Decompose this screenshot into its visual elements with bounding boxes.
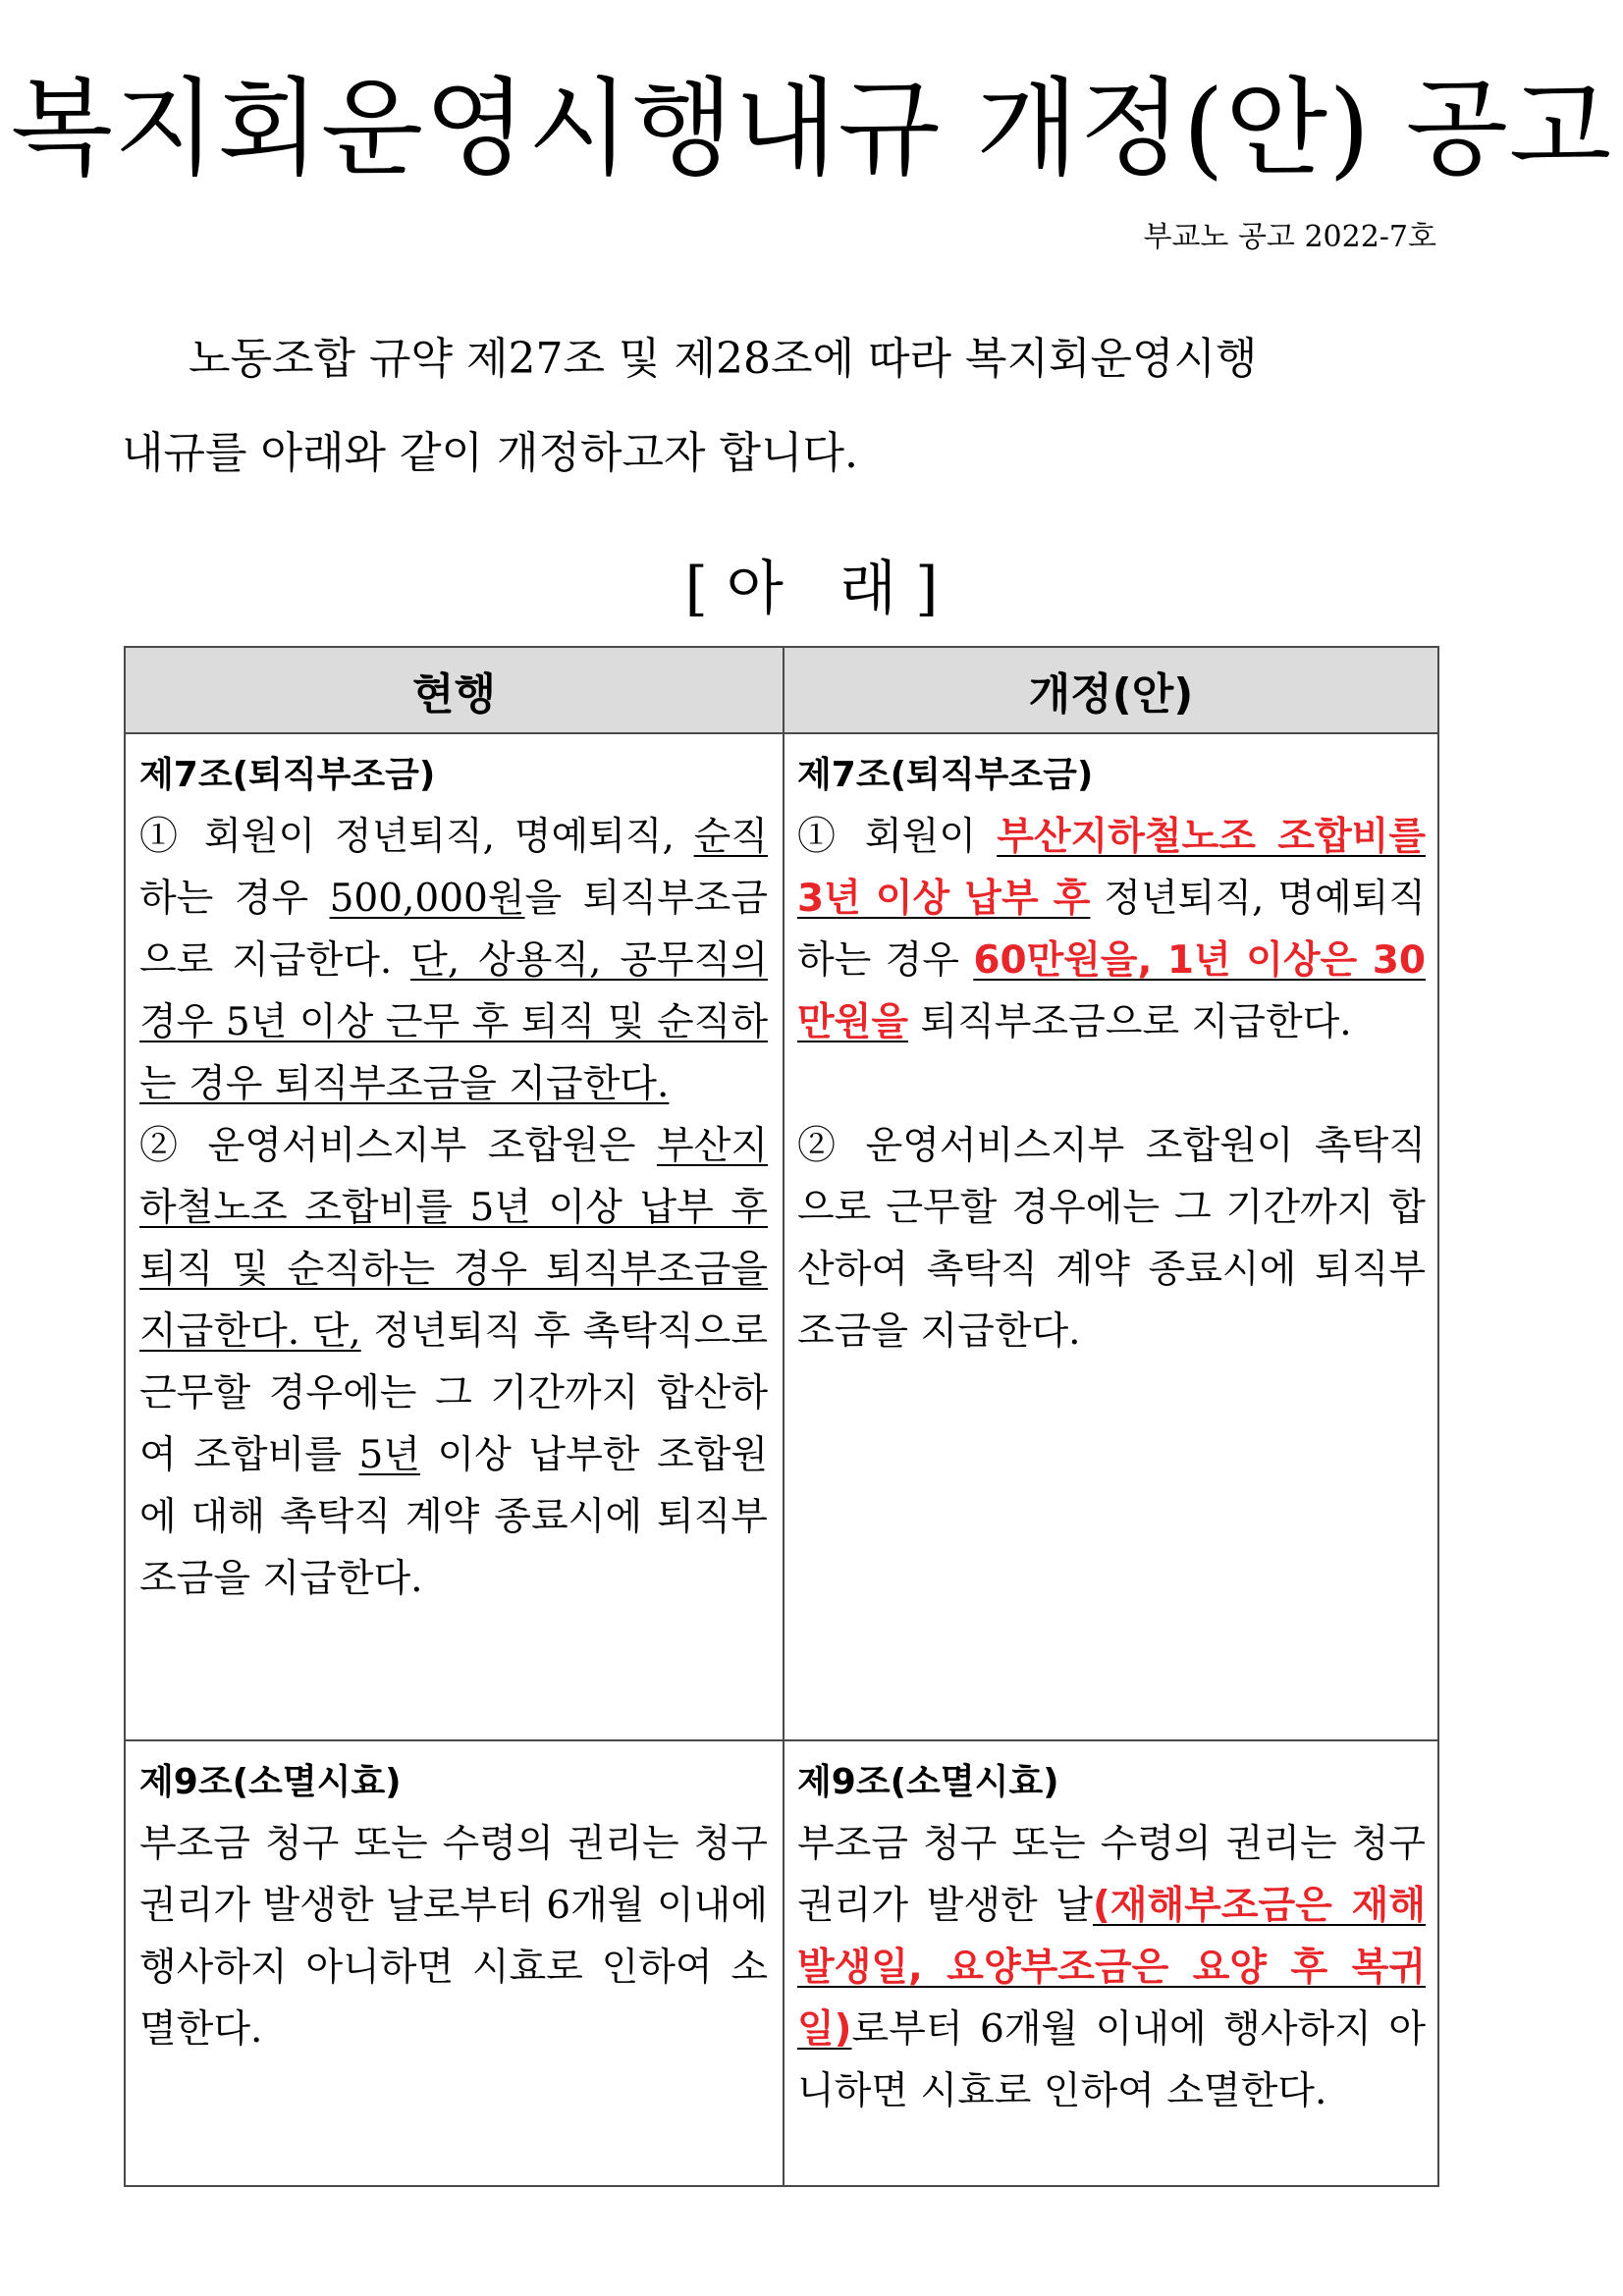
intro-line-1: 노동조합 규약 제27조 및 제28조에 따라 복지회운영시행	[189, 334, 1258, 384]
text-run: 로부터 6개월 이내에 행사하지 아니하면 시효로 인하여 소멸한다.	[797, 2007, 1426, 2113]
article-heading: 제9조(소멸시효)	[797, 1762, 1059, 1802]
paragraph-2	[139, 1115, 768, 1610]
text-run: 정년퇴직, 명예퇴직하는 경우	[797, 877, 1426, 983]
below-heading: [ 아 래 ]	[684, 555, 939, 623]
text-run: ② 운영서비스지부 조합원은	[139, 1124, 657, 1168]
cell-proposed-article9	[797, 1751, 1426, 2122]
text-run: 정년퇴직 후 촉탁직으로 근무할 경우에는 그 기간까지 합산하여 조합비를	[139, 1309, 768, 1477]
text-run: 이상 납부한 조합원에 대해 촉탁직 계약 종료시에 퇴직부조금을 지급한다.	[139, 1433, 768, 1601]
amended-run: 부산지하철노조 조합비를 3년 이상 납부 후	[797, 815, 1426, 921]
paragraph-1	[797, 806, 1426, 1053]
paragraph-1	[139, 806, 768, 1115]
underlined-run: 500,000원	[329, 877, 525, 921]
text-run: 퇴직부조금으로 지급한다.	[908, 1000, 1352, 1044]
underlined-run: 5년	[358, 1433, 420, 1477]
notice-title: 복지회운영시행내규 개정(안) 공고	[10, 68, 1613, 190]
amended-run: (재해부조금은 재해 발생일, 요양부조금은 요양 후 복귀일)	[797, 1884, 1427, 2052]
text-run: ① 회원이 정년퇴직, 명예퇴직,	[139, 815, 694, 859]
text-run: 을 퇴직부조금으로 지급한다.	[139, 877, 768, 983]
notice-number: 부교노 공고 2022-7호	[1143, 220, 1436, 254]
article-heading: 제7조(퇴직부조금)	[139, 755, 436, 795]
paragraph: 부조금 청구 또는 수령의 권리는 청구권리가 발생한 날로부터 6개월 이내에 행사하지 아니하면 시효로 인하여 소멸한다.	[139, 1822, 768, 2052]
column-header-current: 현행	[126, 648, 783, 732]
comparison-table	[124, 646, 1439, 2187]
amended-run: 60만원을, 1년 이상은 30만원을	[797, 938, 1426, 1044]
underlined-run: 단, 상용직, 공무직의 경우 5년 이상 근무 후 퇴직 및 순직하는 경우 퇴직부조금을 지급한다.	[139, 938, 768, 1106]
underlined-run: 순직	[693, 815, 768, 859]
article-heading: 제9조(소멸시효)	[139, 1762, 402, 1802]
column-header-proposed: 개정(안)	[784, 648, 1437, 732]
paragraph	[797, 1813, 1426, 2122]
cell-current-article7	[139, 744, 768, 1610]
cell-proposed-article7	[797, 744, 1426, 1362]
row-divider	[126, 1739, 1437, 1741]
column-divider	[783, 648, 784, 2185]
intro-line-2: 내규를 아래와 같이 개정하고자 합니다.	[122, 428, 858, 478]
paragraph-2: ② 운영서비스지부 조합원이 촉탁직으로 근무할 경우에는 그 기간까지 합산하여 촉탁직 계약 종료시에 퇴직부조금을 지급한다.	[797, 1124, 1426, 1354]
text-run: 하는 경우	[139, 877, 330, 921]
header-divider	[126, 732, 1437, 734]
cell-current-article9	[139, 1751, 768, 2060]
article-heading: 제7조(퇴직부조금)	[797, 755, 1094, 795]
text-run: 부조금 청구 또는 수령의 권리는 청구권리가 발생한 날	[797, 1822, 1426, 1928]
paragraph-gap	[797, 1053, 1426, 1115]
text-run: ① 회원이	[797, 815, 998, 859]
underlined-run: 부산지하철노조 조합비를 5년 이상 납부 후 퇴직 및 순직하는 경우 퇴직부조금을 지급한다. 단,	[139, 1124, 768, 1354]
